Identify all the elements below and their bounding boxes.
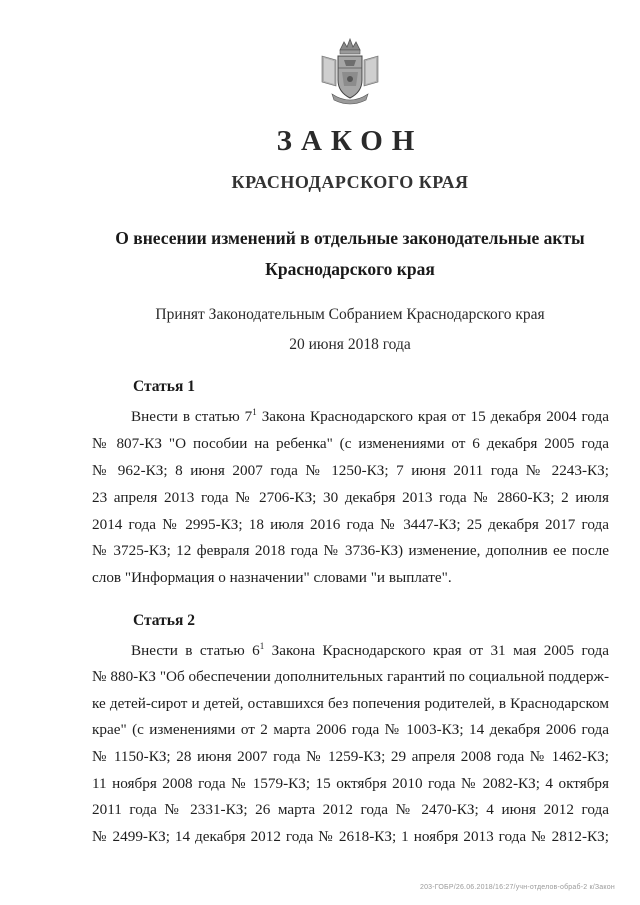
article-2-line: крае" (с изменениями от 2 марта 2006 года № 1003-КЗ; 14 декабря 2006 года	[92, 721, 609, 738]
article-2-line: № 1150-КЗ; 28 июня 2007 года № 1259-КЗ; 29 апреля 2008 года № 1462-КЗ;	[92, 748, 609, 765]
article-2-line: Внести в статью $6^1$ Закона Краснодарского края от 31 мая 2005 года	[131, 640, 610, 659]
article-2-line: № 880-КЗ "Об обеспечении дополнительных гарантий по социальной поддерж-	[92, 668, 609, 685]
adoption-note-line-1: Принят Законодательным Собранием Краснодарского края	[155, 306, 545, 323]
article-1-line: № 807-КЗ "О пособии на ребенка" (с изменениями от 6 декабря 2005 года	[92, 435, 609, 452]
law-heading-line-2: Краснодарского края	[265, 259, 435, 279]
footer-document-stamp: 203-ГОБР/26.06.2018/16:27/учн-отделов-обраб-2 к/Закон	[420, 884, 615, 891]
article-2-line: ке детей-сирот и детей, оставшихся без попечения родителей, в Краснодарском	[92, 695, 609, 712]
article-1-line: слов "Информация о назначении" словами "и выплате".	[92, 569, 452, 586]
article-2-line: № 2499-КЗ; 14 декабря 2012 года № 2618-КЗ; 1 ноября 2013 года № 2812-КЗ;	[92, 828, 609, 845]
adoption-date: 20 июня 2018 года	[289, 336, 411, 353]
document-subtitle: КРАСНОДАРСКОГО КРАЯ	[231, 172, 469, 192]
article-1-line: 2014 года № 2995-КЗ; 18 июля 2016 года № 3447-КЗ; 25 декабря 2017 года	[92, 516, 609, 533]
article-1-line: № 962-КЗ; 8 июня 2007 года № 1250-КЗ; 7 июня 2011 года № 2243-КЗ;	[92, 462, 609, 479]
law-heading-line-1: О внесении изменений в отдельные законодательные акты	[115, 228, 585, 248]
coat-of-arms-icon	[318, 36, 382, 108]
article-1-title: Статья 1	[133, 378, 195, 395]
article-2-title: Статья 2	[133, 612, 195, 629]
article-2-line: 11 ноября 2008 года № 1579-КЗ; 15 октября 2010 года № 2082-КЗ; 4 октября	[92, 775, 609, 792]
article-1-line: 23 апреля 2013 года № 2706-КЗ; 30 декабря 2013 года № 2860-КЗ; 2 июля	[92, 489, 609, 506]
document-title: ЗАКОН	[276, 125, 424, 157]
article-1-line: Внести в статью $7^1$ Закона Краснодарского края от 15 декабря 2004 года	[131, 406, 609, 425]
article-2-line: 2011 года № 2331-КЗ; 26 марта 2012 года № 2470-КЗ; 4 июня 2012 года	[92, 801, 609, 818]
article-1-line: № 3725-КЗ; 12 февраля 2018 года № 3736-КЗ) изменение, дополнив ее после	[92, 542, 609, 559]
